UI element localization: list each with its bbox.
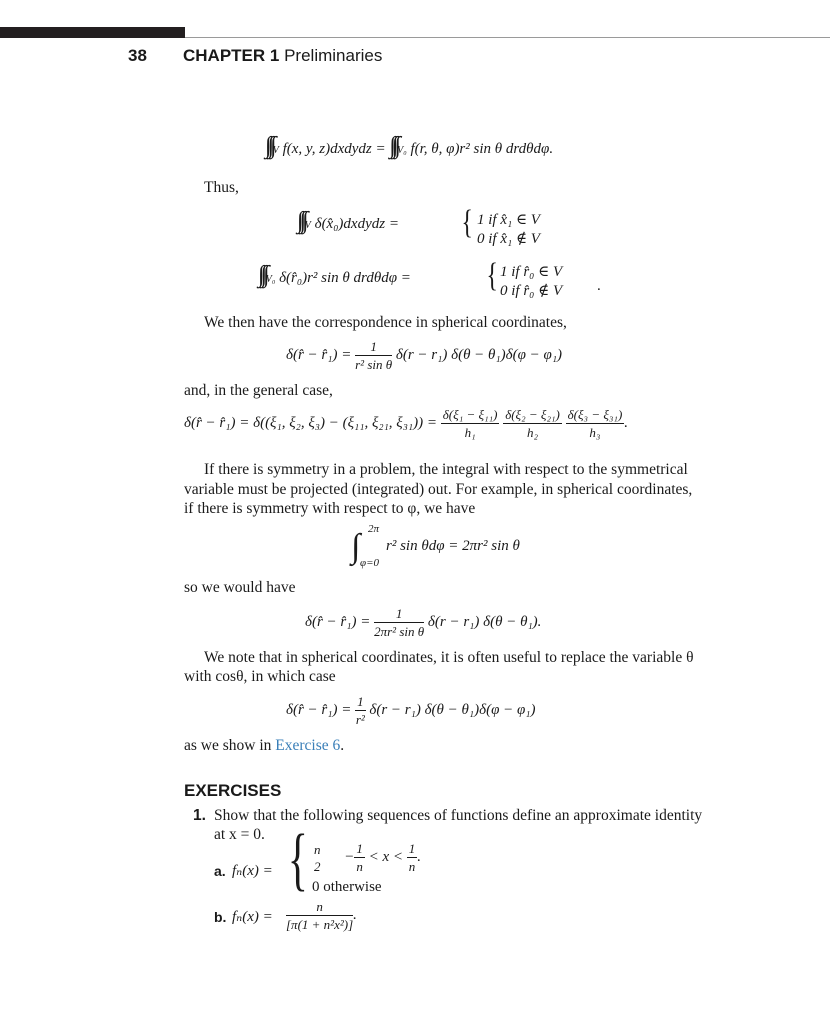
eq8-lhs: δ(r̂ − r̂₁) = bbox=[286, 701, 352, 718]
exercise-1a-case-2: 0 otherwise bbox=[312, 879, 382, 895]
exercise-1a-cond-num-1: 1 bbox=[356, 841, 363, 856]
eq3-end: . bbox=[597, 278, 601, 294]
paragraph-5-line-1: We note that in spherical coordinates, it is often useful to replace the variable θ bbox=[204, 649, 694, 666]
brace: { bbox=[461, 204, 473, 241]
text-thus: Thus, bbox=[204, 179, 239, 196]
eq4-numerator: 1 bbox=[355, 338, 392, 356]
eq7-lhs: δ(r̂ − r̂₁) = bbox=[305, 613, 371, 630]
integral-domain: V₀ bbox=[397, 145, 407, 156]
brace: { bbox=[287, 821, 308, 898]
exercise-1a-cond-den-2: n bbox=[408, 859, 416, 874]
chapter-heading bbox=[183, 46, 382, 66]
equation-3: ∫∫∫V₀ δ(r̂₀)r² sin θ drdθdφ = bbox=[258, 262, 411, 288]
eq7-rhs: δ(r − r₁) δ(θ − θ₁). bbox=[427, 613, 542, 630]
equation-4 bbox=[286, 338, 562, 373]
exercises-heading: EXERCISES bbox=[184, 781, 282, 800]
exercise-1b-fraction bbox=[286, 898, 357, 933]
paragraph-6-end: . bbox=[340, 737, 345, 754]
header-bar bbox=[0, 27, 185, 38]
eq3-lhs: δ(r̂₀)r² sin θ drdθdφ = bbox=[279, 270, 411, 286]
paragraph-3-line-2: variable must be projected (integrated) out. For example, in spherical coordinates, bbox=[184, 481, 693, 498]
chapter-title: Preliminaries bbox=[284, 46, 383, 65]
exercise-1-number: 1. bbox=[193, 807, 206, 824]
paragraph-5-line-2: with cosθ, in which case bbox=[184, 668, 336, 685]
eq6-lower-limit: φ=0 bbox=[360, 557, 380, 569]
eq5-end: . bbox=[624, 414, 629, 431]
exercise-1b-denominator: [π(1 + n²x²)] bbox=[286, 917, 354, 932]
equation-2: ∫∫∫V δ(x̂₀)dxdydz = bbox=[297, 208, 399, 234]
exercise-1a-cond-mid: < x < bbox=[368, 848, 404, 865]
eq4-denominator: r² sin θ bbox=[355, 357, 393, 372]
eq5-frac-1-den: h₁ bbox=[464, 425, 476, 440]
integral-domain: V bbox=[304, 220, 311, 231]
exercise-1-line-2: at x = 0. bbox=[214, 826, 265, 843]
integral-domain: V₀ bbox=[265, 274, 276, 285]
equation-1: ∫∫∫V f(x, y, z)dxdydz = ∫∫∫V₀ f(r, θ, φ)r² sin θ drdθdφ. bbox=[265, 133, 554, 159]
header-rule bbox=[185, 37, 830, 38]
eq4-lhs: δ(r̂ − r̂₁) = bbox=[286, 346, 352, 363]
exercise-1a-cond-num-2: 1 bbox=[408, 841, 416, 856]
integral-sign: ∫ bbox=[351, 528, 361, 565]
paragraph-6 bbox=[184, 736, 344, 756]
eq5-frac-1-num: δ(ξ₁ − ξ₁₁) bbox=[442, 407, 498, 422]
eq2-case-2: 0 if x̂₁ ∉ V bbox=[477, 231, 540, 247]
paragraph-2: and, in the general case, bbox=[184, 382, 333, 399]
paragraph-1: We then have the correspondence in spherical coordinates, bbox=[204, 314, 567, 331]
paragraph-4: so we would have bbox=[184, 579, 296, 596]
exercise-1-line-1: Show that the following sequences of functions define an approximate identity bbox=[214, 807, 703, 824]
exercise-1a-label: a. bbox=[214, 863, 226, 879]
exercise-1a-case-1-den: 2 bbox=[314, 858, 321, 874]
eq7-numerator: 1 bbox=[374, 605, 424, 623]
eq8-numerator: 1 bbox=[357, 694, 364, 709]
eq3-case-2: 0 if r̂₀ ∉ V bbox=[500, 283, 563, 299]
eq8-rhs: δ(r − r₁) δ(θ − θ₁)δ(φ − φ₁) bbox=[369, 701, 536, 718]
paragraph-3-line-1: If there is symmetry in a problem, the integral with respect to the symmetrical bbox=[204, 461, 688, 478]
exercise-1a-cond-minus: − bbox=[344, 848, 355, 865]
eq5-frac-3-num: δ(ξ₃ − ξ₃₁) bbox=[567, 407, 623, 422]
equation-8 bbox=[286, 693, 536, 728]
exercise-1b-lhs: fₙ(x) = bbox=[232, 909, 273, 925]
eq5-frac-3-den: h₃ bbox=[589, 425, 601, 440]
exercise-1a-case-1 bbox=[312, 840, 421, 875]
exercise-6-link[interactable]: Exercise 6 bbox=[275, 737, 341, 754]
eq4-rhs: δ(r − r₁) δ(θ − θ₁)δ(φ − φ₁) bbox=[395, 346, 563, 363]
eq2-case-1: 1 if x̂₁ ∈ V bbox=[477, 212, 540, 228]
eq5-frac-2-den: h₂ bbox=[527, 425, 539, 440]
paragraph-3-line-3: if there is symmetry with respect to φ, we have bbox=[184, 500, 476, 517]
exercise-1a-case-1-end: . bbox=[417, 848, 422, 865]
chapter-label: CHAPTER 1 bbox=[183, 46, 280, 65]
brace: { bbox=[486, 257, 498, 294]
eq6-upper-limit: 2π bbox=[368, 523, 380, 535]
page-number: 38 bbox=[128, 46, 147, 65]
eq3-case-1: 1 if r̂₀ ∈ V bbox=[500, 264, 563, 280]
paragraph-6-text: as we show in bbox=[184, 737, 276, 754]
eq5-lhs: δ(r̂ − r̂₁) = δ((ξ₁, ξ₂, ξ₃) − (ξ₁₁, ξ₂₁, ξ₃₁)) = bbox=[184, 414, 438, 431]
eq6-body: r² sin θdφ = 2πr² sin θ bbox=[386, 538, 520, 554]
eq2-lhs: δ(x̂₀)dxdydz = bbox=[314, 216, 399, 232]
eq5-frac-2-num: δ(ξ₂ − ξ₂₁) bbox=[505, 407, 560, 422]
eq1-lhs: f(x, y, z)dxdydz = bbox=[282, 141, 386, 157]
eq1-rhs: f(r, θ, φ)r² sin θ drdθdφ. bbox=[410, 141, 554, 157]
exercise-1b-numerator: n bbox=[286, 898, 353, 916]
exercise-1a-lhs: fₙ(x) = bbox=[232, 863, 273, 879]
equation-7 bbox=[305, 605, 541, 640]
eq8-denominator: r² bbox=[355, 712, 365, 727]
exercise-1a-cond-den-1: n bbox=[356, 859, 363, 874]
equation-5 bbox=[184, 406, 628, 441]
exercise-1b-end: . bbox=[353, 906, 357, 923]
exercise-1b-label: b. bbox=[214, 909, 227, 925]
eq7-denominator: 2πr² sin θ bbox=[374, 624, 425, 639]
exercise-1a-case-1-num: n bbox=[314, 841, 321, 857]
integral-domain: V bbox=[272, 145, 279, 156]
